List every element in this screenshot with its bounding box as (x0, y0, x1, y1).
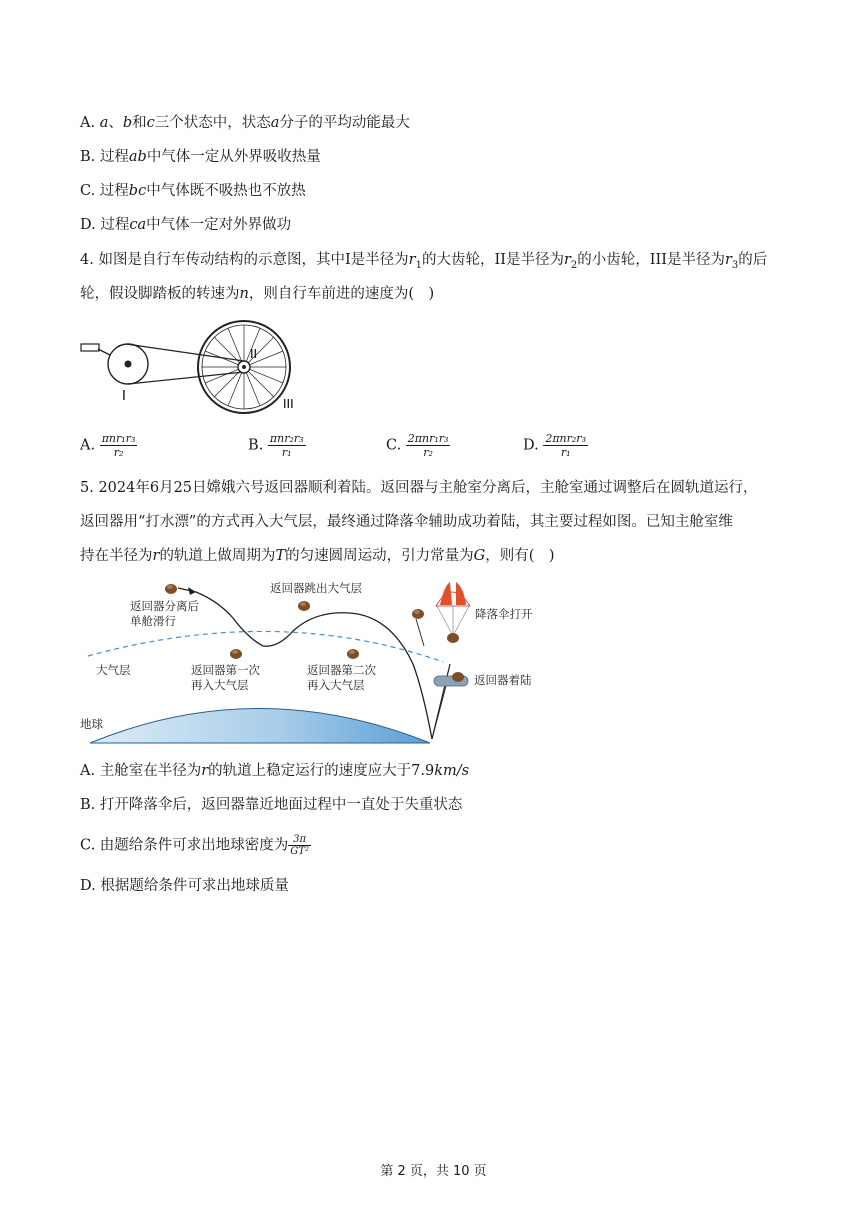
landed-capsule-icon (434, 672, 468, 686)
label-separation-1: 返回器分离后 (130, 599, 199, 613)
label-reentry-2a: 返回器第二次 (307, 663, 376, 677)
capsule-icon (298, 601, 310, 611)
bicycle-transmission-figure (78, 316, 318, 416)
label-reentry-1a: 返回器第一次 (191, 663, 260, 677)
label-skip-out: 返回器跳出大气层 (270, 581, 362, 595)
q4-option-a: A. $\frac{\text{πnr₁r₃}}{\text{r₂}}$ (80, 432, 136, 459)
label-reentry-2b: 再入大气层 (307, 678, 365, 692)
q4-stem-line-1: 4. 如图是自行车传动结构的示意图，其中I是半径为$r_1$的大齿轮，II是半径为$r_2$的小齿轮，III是半径为$r_3$的后 (80, 252, 768, 271)
capsule-icon (412, 609, 424, 619)
reentry-process-figure (78, 576, 558, 748)
q4-option-c: C. $\frac{\text{2πnr₁r₃}}{\text{r₂}}$ (386, 432, 449, 459)
label-III: III (283, 397, 294, 411)
q5-stem-line-3: 持在半径为r的轨道上做周期为T的匀速圆周运动，引力常量为G，则有( ) (80, 548, 555, 564)
q3-option-c: C. 过程bc中气体既不吸热也不放热 (80, 183, 306, 199)
q5-option-b: B. 打开降落伞后，返回器靠近地面过程中一直处于失重状态 (80, 797, 463, 813)
q4-option-b: B. $\frac{\text{πnr₂r₃}}{\text{r₁}}$ (248, 432, 304, 459)
label-landing: 返回器着陆 (474, 673, 532, 687)
q5-option-a: A. 主舱室在半径为r的轨道上稳定运行的速度应大于7.9km/s (80, 763, 470, 779)
q3-option-b: B. 过程ab中气体一定从外界吸收热量 (80, 149, 321, 165)
label-earth: 地球 (80, 717, 103, 731)
q4-option-d: D. $\frac{\text{2πnr₂r₃}}{\text{r₁}}$ (523, 432, 586, 459)
big-gear-axle (125, 361, 132, 368)
label-II: II (250, 347, 258, 361)
q4-stem-line-2: 轮，假设脚踏板的转速为n，则自行车前进的速度为( ) (80, 286, 435, 302)
q5-option-c: C. 由题给条件可求出地球密度为 $\frac{3\pi}{\text{GT²}}$ (80, 834, 309, 857)
earth-surface (90, 709, 430, 744)
label-atmosphere: 大气层 (96, 663, 131, 677)
capsule-icon (230, 649, 242, 659)
pedal (81, 344, 99, 351)
q5-stem-line-2: 返回器用“打水漂”的方式再入大气层，最终通过降落伞辅助成功着陆，其主要过程如图。已知主舱室维 (80, 514, 733, 530)
q3-option-a: A. a、b和c三个状态中，状态a分子的平均动能最大 (80, 115, 410, 131)
label-separation-2: 单舱滑行 (130, 614, 176, 628)
label-parachute: 降落伞打开 (475, 607, 533, 621)
q3-option-d: D. 过程ca中气体一定对外界做功 (80, 217, 292, 233)
capsule-icon (165, 584, 177, 594)
landing-line-2 (432, 686, 446, 739)
label-I: I (122, 389, 126, 404)
parachute-icon (436, 582, 470, 643)
q5-option-d: D. 根据题给条件可求出地球质量 (80, 878, 289, 894)
capsule-icon (347, 649, 359, 659)
page-footer: 第 2 页，共 10 页 (380, 1164, 487, 1179)
q5-stem-line-1: 5. 2024年6月25日嫦娥六号返回器顺利着陆。返回器与主舱室分离后，主舱室通过调整后在圆轨道运行， (80, 480, 758, 496)
label-reentry-1b: 再入大气层 (191, 678, 249, 692)
